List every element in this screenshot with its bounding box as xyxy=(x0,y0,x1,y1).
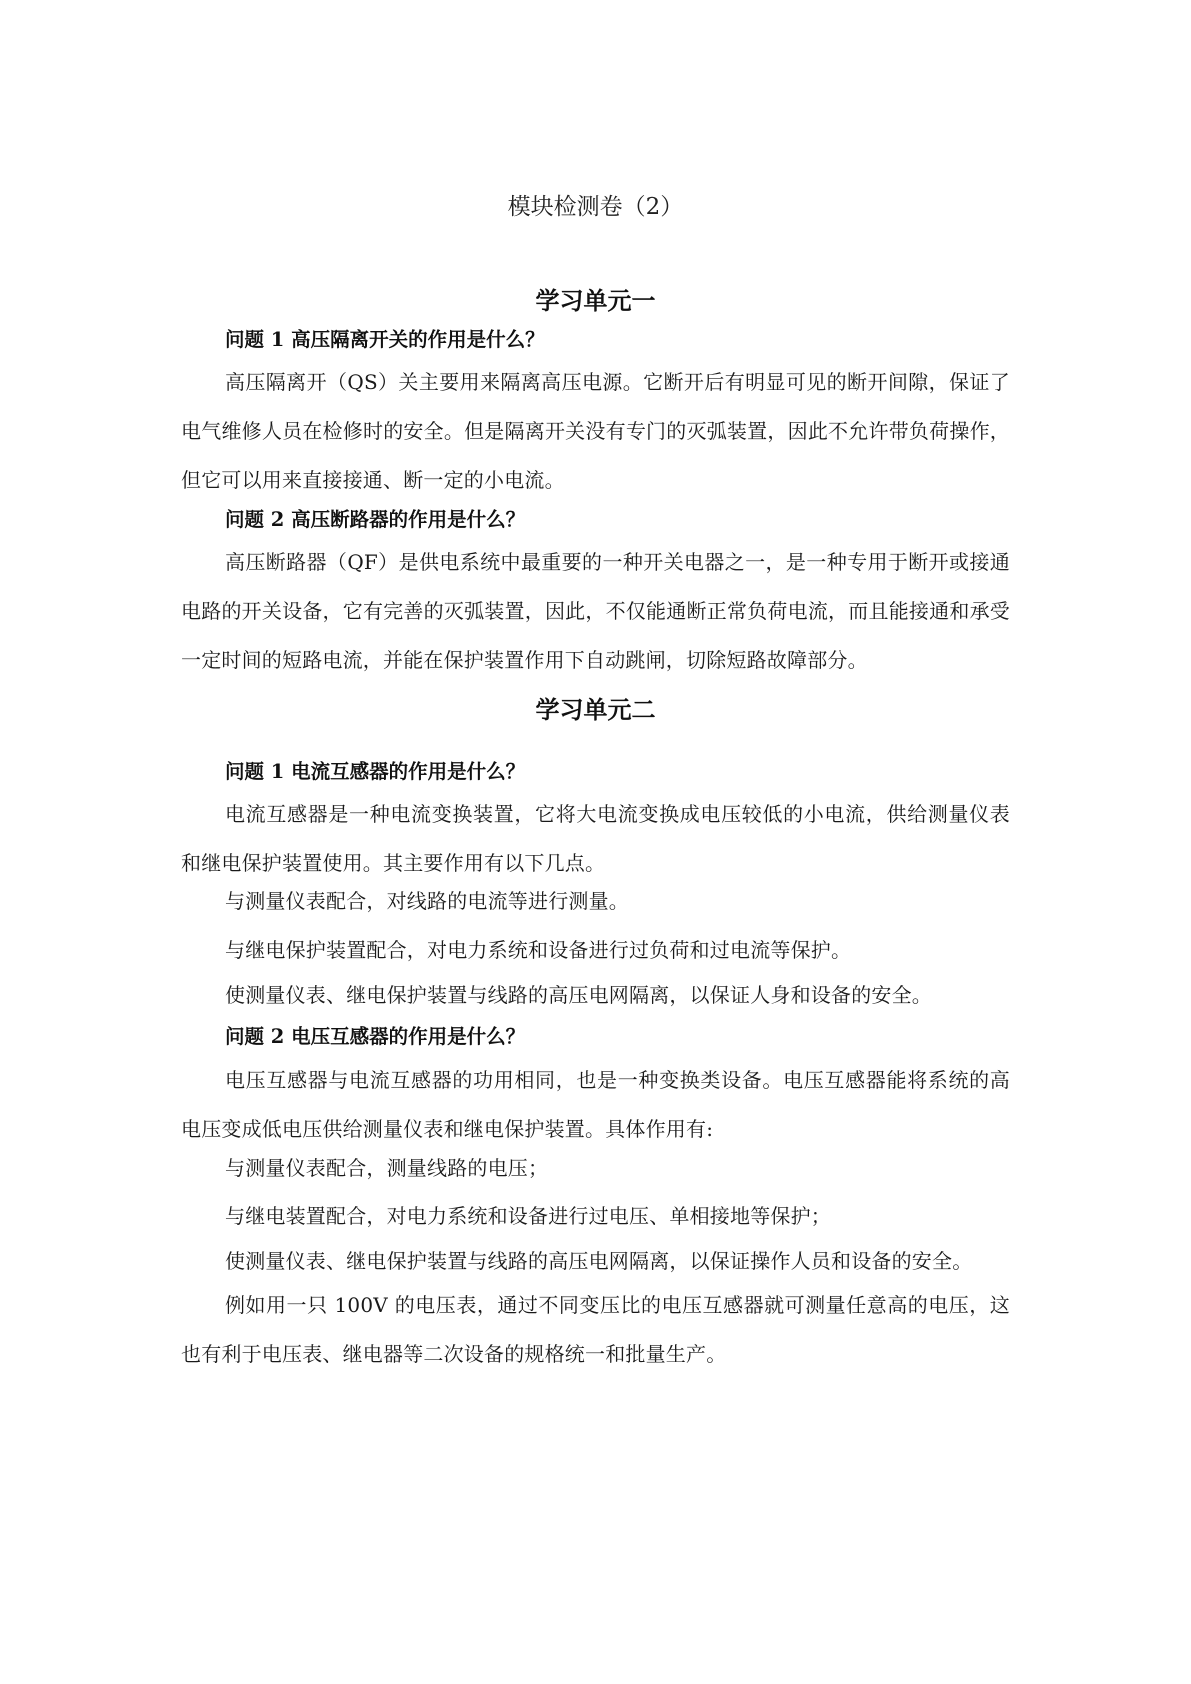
unit-2-question-2-answer: 电压互感器与电流互感器的功用相同，也是一种变换类设备。电压互感器能将系统的高电压变成低电压供给测量仪表和继电保护装置。具体作用有: xyxy=(181,1068,1010,1141)
unit-2-question-1-point-2: 与继电保护装置配合，对电力系统和设备进行过负荷和过电流等保护。 xyxy=(225,938,852,962)
unit-1-heading: 学习单元一 xyxy=(535,286,656,315)
unit-1-question-1-answer: 高压隔离开（QS）关主要用来隔离高压电源。它断开后有明显可见的断开间隙，保证了电气维修人员在检修时的安全。但是隔离开关没有专门的灭弧装置，因此不允许带负荷操作，但它可以用来直接接通、断一定的小电流。 xyxy=(181,370,1010,492)
unit-2-question-2-example: 例如用一只 100V 的电压表，通过不同变压比的电压互感器就可测量任意高的电压，这也有利于电压表、继电器等二次设备的规格统一和批量生产。 xyxy=(181,1293,1010,1366)
unit-2-question-1-title: 问题 1 电流互感器的作用是什么？ xyxy=(225,760,526,783)
unit-2-question-1-answer: 电流互感器是一种电流变换装置，它将大电流变换成电压较低的小电流，供给测量仪表和继电保护装置使用。其主要作用有以下几点。 xyxy=(181,802,1010,875)
document-title: 模块检测卷（2） xyxy=(507,194,684,220)
unit-2-question-2-point-3: 使测量仪表、继电保护装置与线路的高压电网隔离，以保证操作人员和设备的安全。 xyxy=(225,1249,973,1273)
unit-1-question-1-title: 问题 1 高压隔离开关的作用是什么？ xyxy=(225,328,545,351)
unit-2-question-2-point-2: 与继电装置配合，对电力系统和设备进行过电压、单相接地等保护； xyxy=(225,1204,831,1228)
unit-2-question-1-point-1: 与测量仪表配合，对线路的电流等进行测量。 xyxy=(225,889,629,913)
unit-1-question-2-answer: 高压断路器（QF）是供电系统中最重要的一种开关电器之一，是一种专用于断开或接通电路的开关设备，它有完善的灭弧装置，因此，不仅能通断正常负荷电流，而且能接通和承受一定时间的短路电流，并能在保护装置作用下自动跳闸，切除短路故障部分。 xyxy=(181,550,1010,672)
unit-2-question-1-point-3: 使测量仪表、继电保护装置与线路的高压电网隔离，以保证人身和设备的安全。 xyxy=(225,983,932,1007)
unit-2-question-2-title: 问题 2 电压互感器的作用是什么？ xyxy=(225,1025,526,1048)
unit-2-heading: 学习单元二 xyxy=(535,695,656,724)
unit-1-question-2-title: 问题 2 高压断路器的作用是什么？ xyxy=(225,508,526,531)
unit-2-question-2-point-1: 与测量仪表配合，测量线路的电压； xyxy=(225,1156,549,1180)
